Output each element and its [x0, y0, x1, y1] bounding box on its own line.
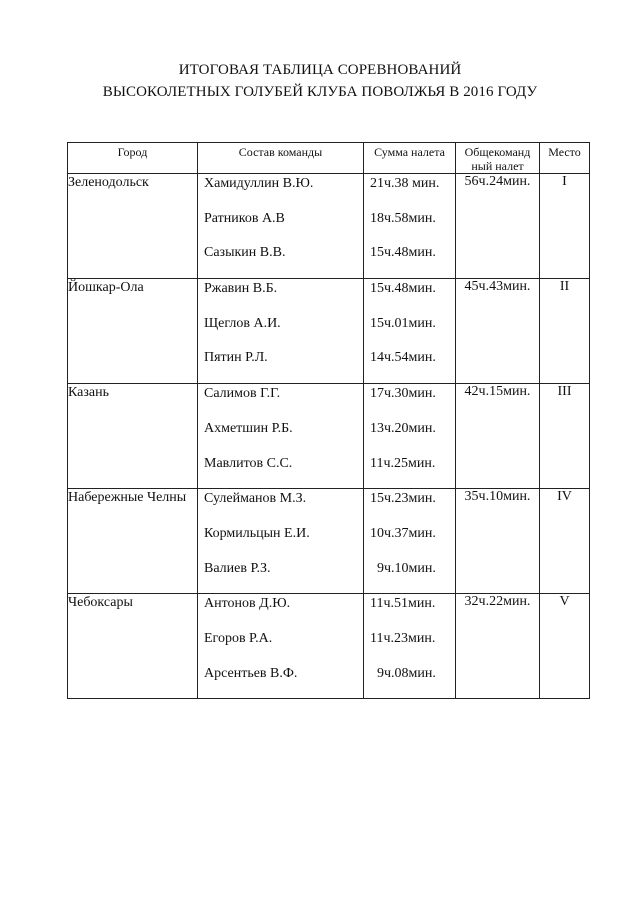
flight-time: 13ч.20мин.	[370, 420, 436, 436]
header-sum: Сумма налета	[364, 143, 456, 174]
team-total-cell: 32ч.22мин.	[456, 594, 540, 699]
flight-time: 11ч.51мин.	[370, 596, 436, 612]
table-row	[68, 489, 590, 594]
team-cell	[198, 384, 364, 489]
results-table	[67, 142, 590, 699]
team-total-cell: 42ч.15мин.	[456, 384, 540, 489]
sum-cell	[364, 279, 456, 384]
place-cell: V	[540, 594, 590, 699]
team-member: Сулейманов М.З.	[204, 491, 307, 507]
table-row	[68, 384, 590, 489]
flight-time: 15ч.01мин.	[370, 315, 436, 331]
team-member: Арсентьев В.Ф.	[204, 665, 298, 681]
team-cell	[198, 489, 364, 594]
table-row	[68, 174, 590, 279]
city-cell: Зеленодольск	[68, 174, 198, 279]
document-title-line-1: ИТОГОВАЯ ТАБЛИЦА СОРЕВНОВАНИЙ	[178, 62, 462, 78]
flight-time: 9ч.10мин.	[370, 560, 436, 576]
city-cell: Йошкар-Ола	[68, 279, 198, 384]
team-member: Егоров Р.А.	[204, 630, 273, 646]
header-city: Город	[68, 143, 198, 174]
table-row	[68, 594, 590, 699]
flight-time: 11ч.25мин.	[370, 455, 436, 471]
flight-time: 21ч.38 мин.	[370, 176, 440, 191]
flight-time: 15ч.48мин.	[370, 245, 436, 261]
team-cell	[198, 174, 364, 279]
city-cell: Казань	[68, 384, 198, 489]
team-total-cell: 35ч.10мин.	[456, 489, 540, 594]
sum-cell	[364, 174, 456, 279]
place-cell: IV	[540, 489, 590, 594]
place-cell: II	[540, 279, 590, 384]
place-cell: III	[540, 384, 590, 489]
city-cell: Набережные Челны	[68, 489, 198, 594]
team-member: Кормильцын Е.И.	[204, 525, 310, 541]
flight-time: 17ч.30мин.	[370, 386, 436, 402]
team-cell	[198, 594, 364, 699]
team-member: Пятин Р.Л.	[204, 350, 268, 366]
table-header-row	[68, 143, 590, 174]
sum-cell	[364, 489, 456, 594]
header-team: Состав команды	[198, 143, 364, 174]
city-cell: Чебоксары	[68, 594, 198, 699]
flight-time: 15ч.23мин.	[370, 491, 436, 507]
flight-time: 9ч.08мин.	[370, 665, 436, 681]
team-member: Ржавин В.Б.	[204, 281, 278, 297]
table-row	[68, 279, 590, 384]
team-member: Салимов Г.Г.	[204, 386, 281, 402]
sum-cell	[364, 384, 456, 489]
team-member: Антонов Д.Ю.	[204, 596, 291, 612]
flight-time: 15ч.48мин.	[370, 281, 436, 297]
flight-time: 11ч.23мин.	[370, 630, 436, 646]
team-member: Хамидуллин В.Ю.	[204, 176, 314, 191]
header-place: Место	[540, 143, 590, 174]
team-total-cell: 56ч.24мин.	[456, 174, 540, 279]
place-cell: I	[540, 174, 590, 279]
team-cell	[198, 279, 364, 384]
team-member: Мавлитов С.С.	[204, 455, 293, 471]
team-member: Валиев Р.З.	[204, 560, 271, 576]
document-title-line-2: ВЫСОКОЛЕТНЫХ ГОЛУБЕЙ КЛУБА ПОВОЛЖЬЯ В 2016 ГОДУ	[102, 84, 538, 100]
sum-cell	[364, 594, 456, 699]
team-member: Сазыкин В.В.	[204, 245, 286, 261]
team-member: Щеглов А.И.	[204, 315, 281, 331]
team-member: Ратников А.В	[204, 210, 285, 226]
team-total-cell: 45ч.43мин.	[456, 279, 540, 384]
flight-time: 14ч.54мин.	[370, 350, 436, 366]
header-total: Общекоманд ный налет	[456, 143, 540, 174]
flight-time: 10ч.37мин.	[370, 525, 436, 541]
team-member: Ахметшин Р.Б.	[204, 420, 293, 436]
flight-time: 18ч.58мин.	[370, 210, 436, 226]
